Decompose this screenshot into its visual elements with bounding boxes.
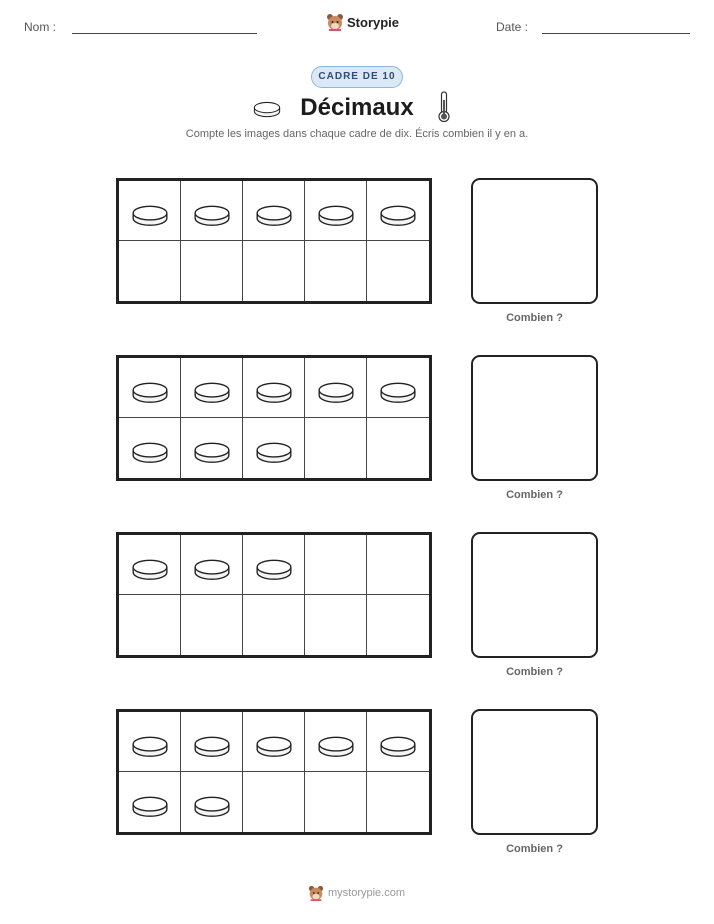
frame-cell: [119, 418, 181, 478]
frame-cell: [119, 595, 181, 655]
frame-cell: [367, 772, 429, 832]
coin-icon: [130, 195, 170, 227]
frame-cell: [305, 772, 367, 832]
frame-cell: [243, 241, 305, 301]
frame-cell: [181, 418, 243, 478]
frame-cell: [119, 181, 181, 241]
frame-cell: [243, 772, 305, 832]
frame-cell: [367, 358, 429, 418]
coin-icon: [130, 372, 170, 404]
name-label: Nom :: [24, 20, 57, 34]
coin-icon: [192, 549, 232, 581]
frame-cell: [119, 772, 181, 832]
ten-frame: [116, 178, 432, 304]
coin-icon: [130, 549, 170, 581]
coin-icon: [192, 372, 232, 404]
storypie-bear-logo-icon: [308, 885, 324, 901]
brand-logo: [326, 13, 399, 31]
coin-icon: [254, 372, 294, 404]
answer-label: Combien ?: [506, 843, 563, 855]
frame-cell: [367, 535, 429, 595]
thermometer-icon: [437, 91, 451, 123]
coin-icon: [254, 195, 294, 227]
frame-cell: [119, 358, 181, 418]
frame-cell: [119, 712, 181, 772]
frame-cell: [119, 535, 181, 595]
frame-cell: [181, 358, 243, 418]
frame-cell: [305, 241, 367, 301]
coin-icon: [130, 786, 170, 818]
answer-box[interactable]: [471, 709, 598, 835]
date-line[interactable]: [542, 33, 690, 34]
brand-name: Storypie: [347, 14, 400, 30]
frame-cell: [305, 358, 367, 418]
coin-icon: [192, 726, 232, 758]
frame-cell: [181, 712, 243, 772]
frame-cell: [181, 241, 243, 301]
exercise-1: [0, 178, 714, 338]
coin-icon: [316, 372, 356, 404]
coin-icon: [254, 549, 294, 581]
storypie-bear-logo-icon: [326, 13, 344, 31]
frame-cell: [367, 241, 429, 301]
answer-box[interactable]: [471, 178, 598, 304]
coin-icon: [378, 726, 418, 758]
coin-icon: [316, 195, 356, 227]
coin-icon: [254, 726, 294, 758]
answer-box[interactable]: [471, 532, 598, 658]
answer-label: Combien ?: [506, 666, 563, 678]
answer-label: Combien ?: [506, 489, 563, 501]
coin-icon: [378, 195, 418, 227]
coin-icon: [316, 726, 356, 758]
exercise-3: [0, 532, 714, 692]
frame-cell: [367, 181, 429, 241]
frame-cell: [243, 418, 305, 478]
frame-cell: [305, 418, 367, 478]
frame-cell: [367, 595, 429, 655]
frame-cell: [243, 535, 305, 595]
name-line[interactable]: [72, 33, 257, 34]
exercise-2: [0, 355, 714, 515]
ten-frame: [116, 355, 432, 481]
date-label: Date :: [496, 20, 529, 34]
coin-icon: [378, 372, 418, 404]
category-badge: CADRE DE 10: [311, 66, 403, 88]
frame-cell: [181, 772, 243, 832]
coin-icon: [192, 786, 232, 818]
coin-icon: [192, 432, 232, 464]
frame-cell: [243, 181, 305, 241]
coin-icon: [192, 195, 232, 227]
frame-cell: [119, 241, 181, 301]
frame-cell: [305, 595, 367, 655]
instructions: Compte les images dans chaque cadre de dix. Écris combien il y en a.: [185, 128, 529, 140]
frame-cell: [367, 712, 429, 772]
frame-cell: [243, 595, 305, 655]
answer-label: Combien ?: [506, 312, 563, 324]
exercise-4: [0, 709, 714, 869]
frame-cell: [243, 358, 305, 418]
frame-cell: [181, 595, 243, 655]
footer-link[interactable]: mystorypie.com: [328, 887, 406, 899]
ten-frame: [116, 709, 432, 835]
ten-frame: [116, 532, 432, 658]
frame-cell: [305, 181, 367, 241]
frame-cell: [181, 181, 243, 241]
coin-icon: [130, 726, 170, 758]
answer-box[interactable]: [471, 355, 598, 481]
frame-cell: [305, 535, 367, 595]
page-title: Décimaux: [300, 94, 414, 121]
frame-cell: [305, 712, 367, 772]
coin-icon: [130, 432, 170, 464]
frame-cell: [243, 712, 305, 772]
footer: [308, 885, 405, 901]
coin-icon: [254, 432, 294, 464]
frame-cell: [367, 418, 429, 478]
frame-cell: [181, 535, 243, 595]
